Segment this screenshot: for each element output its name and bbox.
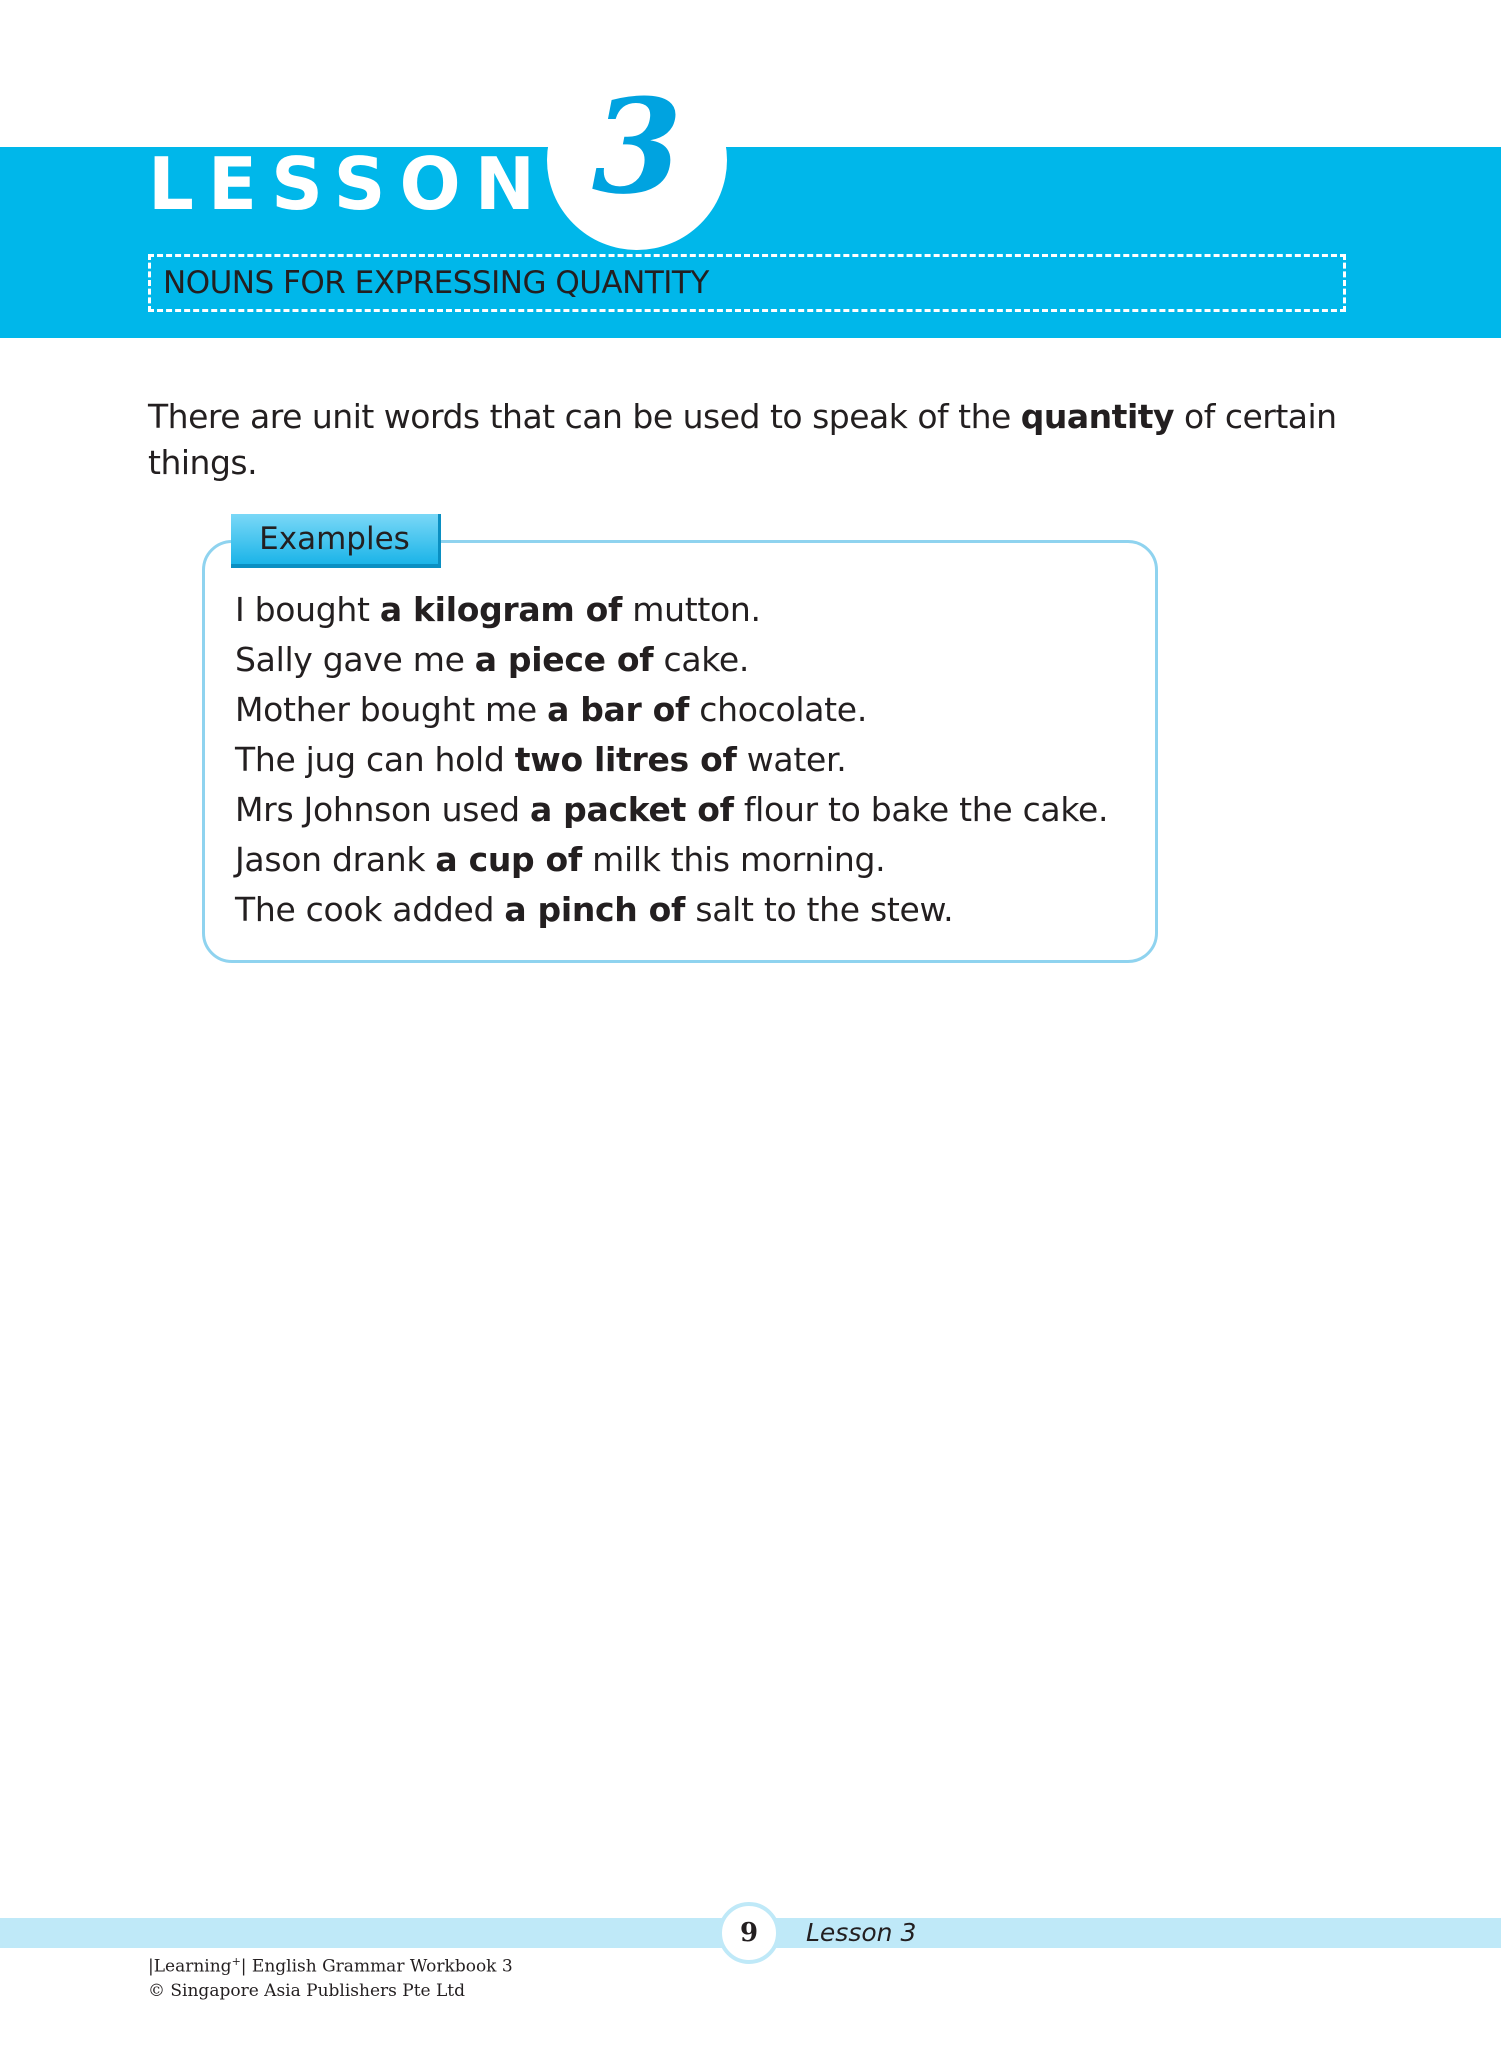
example-unit-phrase: a pinch of xyxy=(504,890,686,929)
example-text: mutton. xyxy=(622,590,761,629)
page-number: 9 xyxy=(718,1902,780,1964)
examples-tab: Examples xyxy=(231,514,441,568)
example-unit-phrase: a kilogram of xyxy=(379,590,623,629)
credits xyxy=(148,1950,513,2003)
example-text: The cook added xyxy=(235,890,505,929)
intro-text-before: There are unit words that can be used to speak of the xyxy=(148,397,1021,436)
example-list xyxy=(235,585,1108,935)
example-unit-phrase: a packet of xyxy=(530,790,734,829)
book-title xyxy=(148,1950,513,1979)
example-text: Sally gave me xyxy=(235,640,475,679)
example-text: The jug can hold xyxy=(235,740,515,779)
book-title-sup: + xyxy=(231,1955,241,1968)
example-text: Mother bought me xyxy=(235,690,548,729)
book-title-text: |Learning xyxy=(148,1956,232,1977)
intro-paragraph xyxy=(148,394,1368,486)
example-text: cake. xyxy=(653,640,750,679)
example-sentence xyxy=(235,735,1108,785)
topic-box xyxy=(148,254,1346,312)
example-text: I bought xyxy=(235,590,380,629)
example-text: flour to bake the cake. xyxy=(733,790,1109,829)
example-sentence xyxy=(235,785,1108,835)
example-sentence xyxy=(235,585,1108,635)
example-sentence xyxy=(235,635,1108,685)
topic-title: NOUNS FOR EXPRESSING QUANTITY xyxy=(163,265,709,301)
example-text: chocolate. xyxy=(689,690,868,729)
book-title-text: | English Grammar Workbook 3 xyxy=(240,1956,513,1977)
example-sentence xyxy=(235,835,1108,885)
intro-text-after: of certain things. xyxy=(148,397,1337,482)
example-sentence xyxy=(235,685,1108,735)
example-sentence xyxy=(235,885,1108,935)
lesson-number: 3 xyxy=(591,70,683,223)
example-text: water. xyxy=(736,740,847,779)
example-text: milk this morning. xyxy=(581,840,886,879)
example-unit-phrase: a bar of xyxy=(547,690,690,729)
example-unit-phrase: a piece of xyxy=(474,640,654,679)
footer-lesson-label: Lesson 3 xyxy=(806,1918,917,1947)
example-text: salt to the stew. xyxy=(685,890,954,929)
example-text: Mrs Johnson used xyxy=(235,790,531,829)
lesson-word: LESSON xyxy=(148,142,550,226)
example-text: Jason drank xyxy=(235,840,436,879)
example-unit-phrase: two litres of xyxy=(514,740,737,779)
intro-keyword: quantity xyxy=(1020,397,1175,436)
copyright: © Singapore Asia Publishers Pte Ltd xyxy=(148,1980,466,2001)
example-unit-phrase: a cup of xyxy=(435,840,582,879)
